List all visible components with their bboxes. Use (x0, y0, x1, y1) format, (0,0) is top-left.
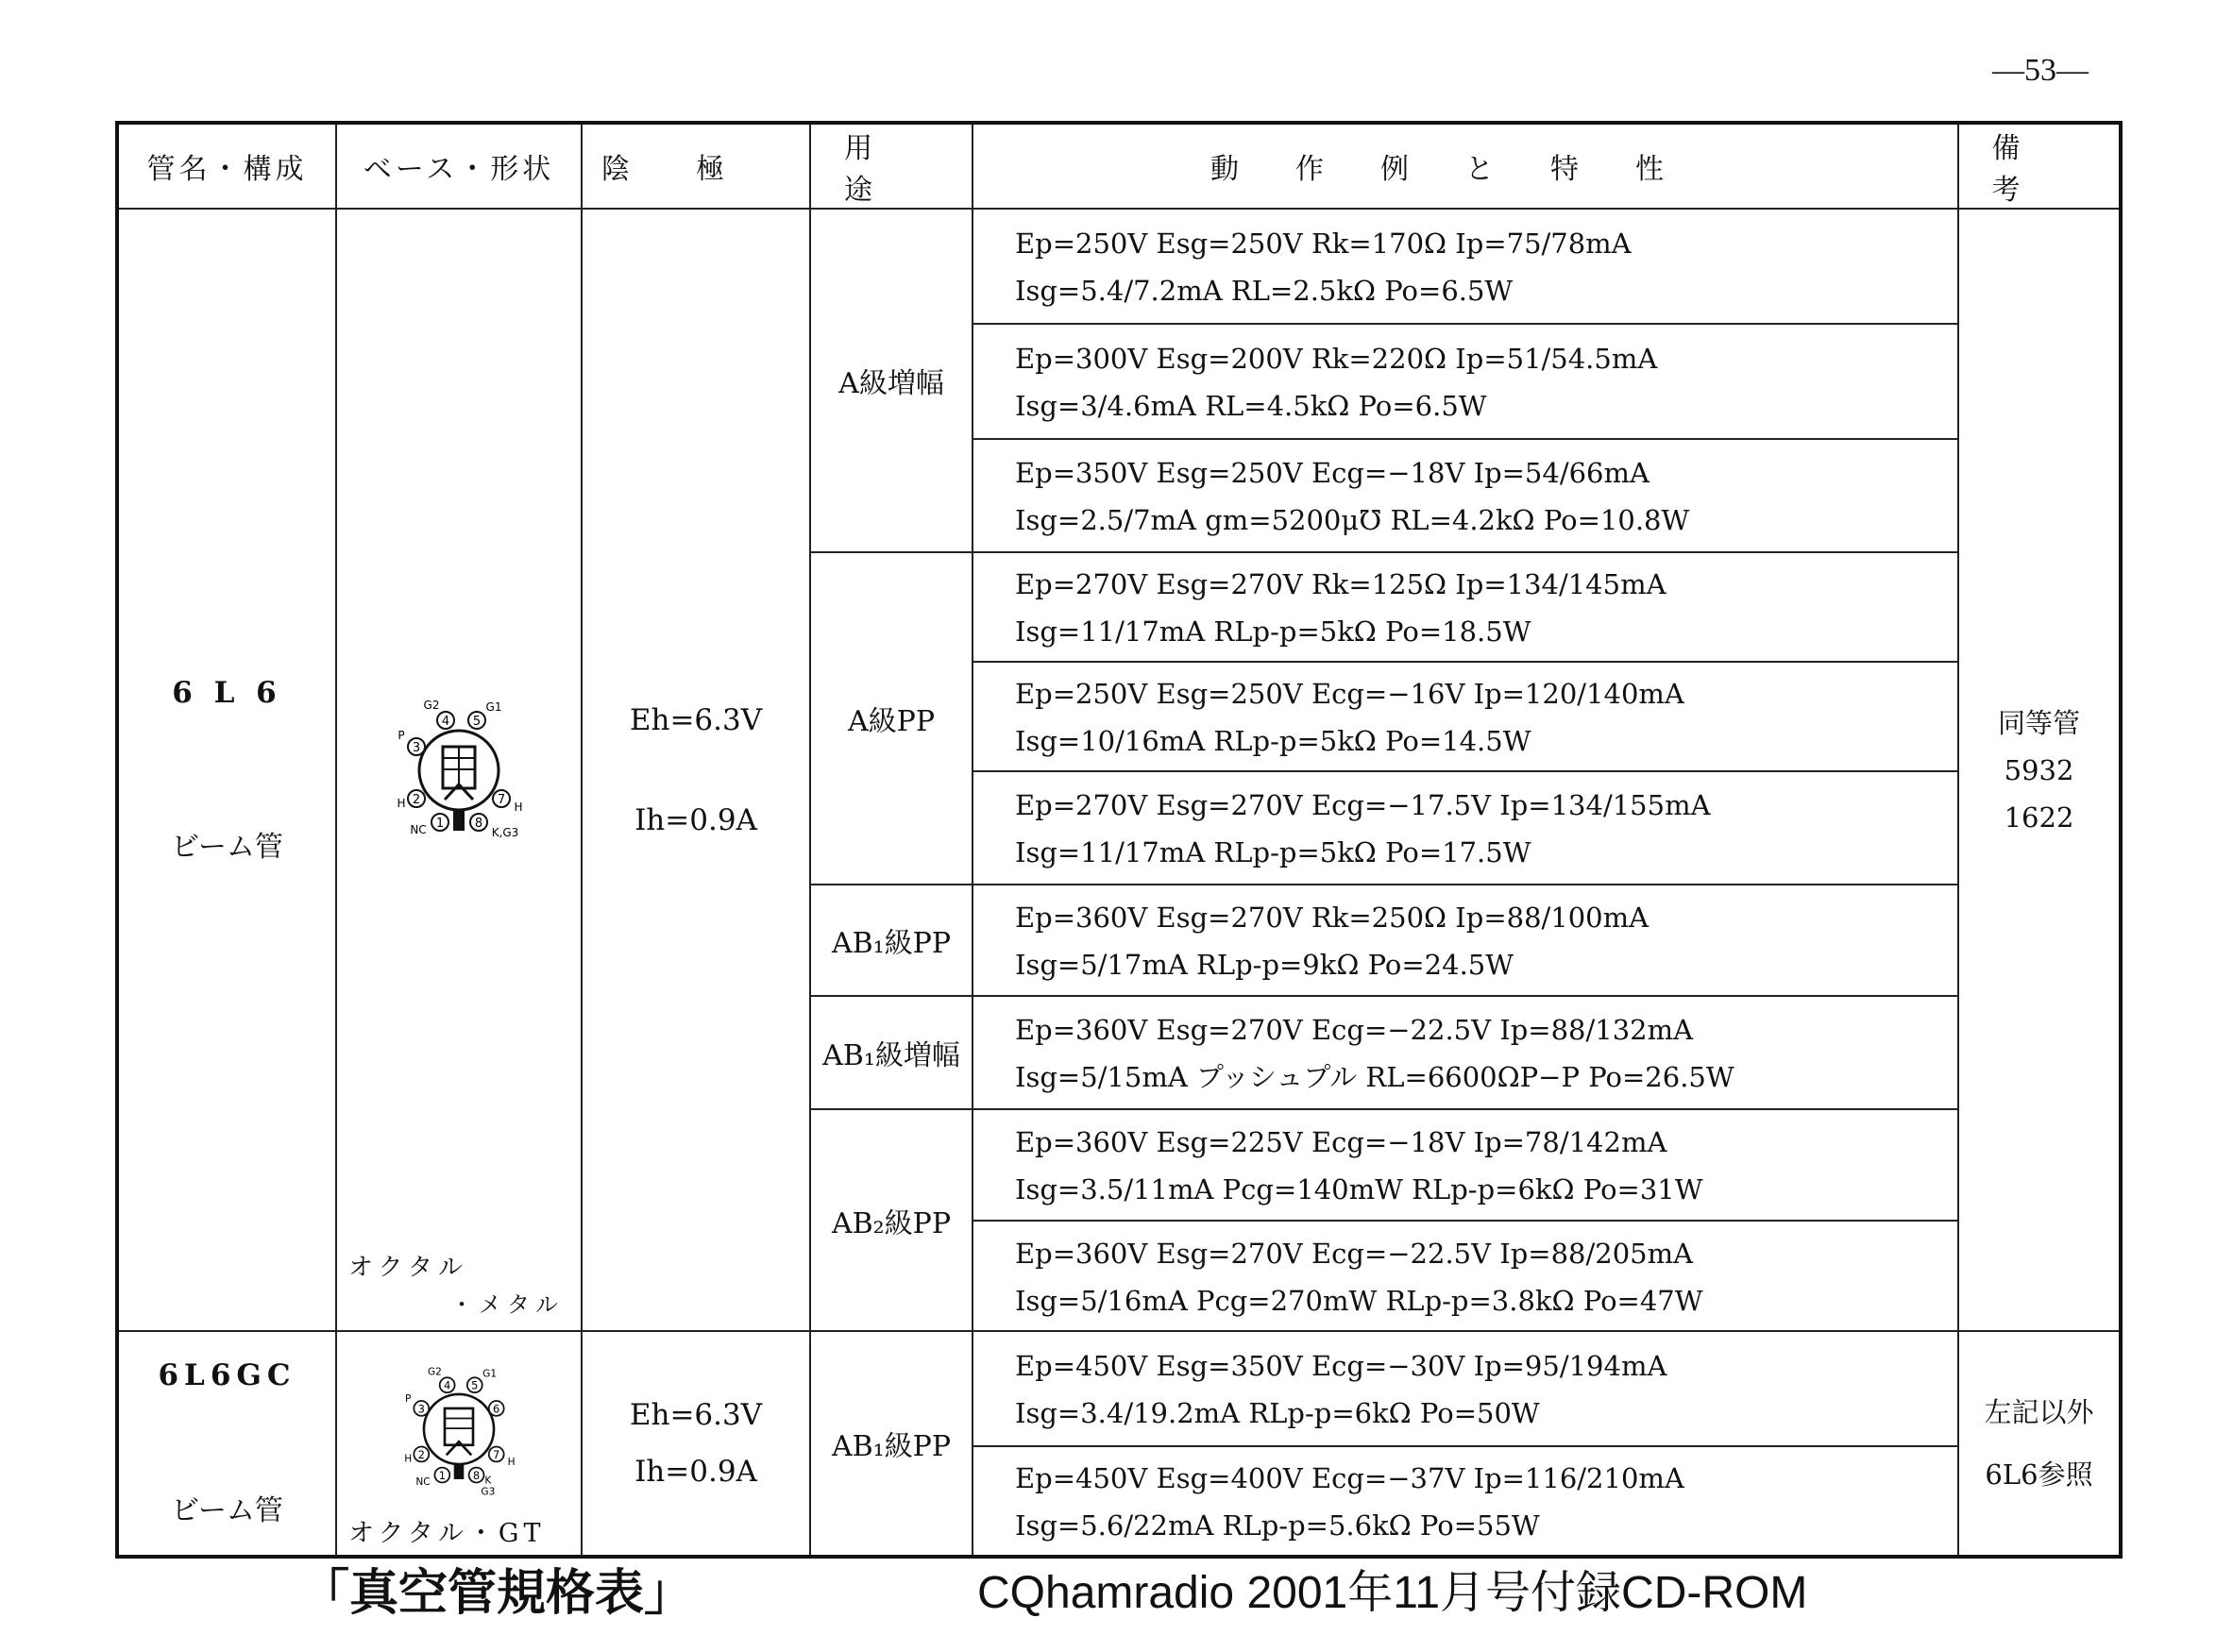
pin-2: 2 (417, 1447, 425, 1461)
example-cell (973, 439, 1958, 552)
example-line: Isg=3.4/19.2mA RLp-p=6kΩ Po=50W (1015, 1397, 1540, 1429)
pin-label-h-left: H (397, 796, 406, 810)
example-line: Ep=270V Esg=270V Ecg=−17.5V Ip=134/155mA (1015, 789, 1711, 821)
pin-4: 4 (441, 714, 450, 729)
example-line: Ep=360V Esg=225V Ecg=−18V Ip=78/142mA (1015, 1126, 1667, 1158)
example-line: Ep=360V Esg=270V Ecg=−22.5V Ip=88/205mA (1015, 1237, 1694, 1270)
example-line: Ep=360V Esg=270V Rk=250Ω Ip=88/100mA (1015, 902, 1649, 934)
example-cell (973, 771, 1958, 885)
example-line: Ep=250V Esg=250V Ecg=−16V Ip=120/140mA (1015, 678, 1684, 710)
pin-label-p: P (398, 728, 405, 742)
base-type-label: オクタル・GT (348, 1519, 546, 1548)
pin-label-p: P (404, 1392, 412, 1405)
note-line: 1622 (2004, 801, 2074, 834)
octal-socket-diagram (379, 690, 539, 851)
pin-5: 5 (472, 714, 482, 729)
base-cell-6l6 (336, 209, 582, 1331)
note-line: 5932 (2004, 753, 2074, 786)
pin-1: 1 (438, 1468, 447, 1482)
tube-kind: ビーム管 (171, 830, 283, 864)
pin-label-h-right: H (507, 1456, 516, 1468)
pin-label-k-g3: K,G3 (491, 825, 519, 839)
note-line: 同等管 (1997, 706, 2080, 739)
cathode-cell-6l6gc (582, 1331, 810, 1557)
table-row (117, 1331, 2121, 1446)
pin-label-g1: G1 (485, 700, 502, 714)
pin-label-k: K (484, 1475, 492, 1487)
header-notes: 備考 (1958, 123, 2121, 209)
tube-kind: ビーム管 (171, 1494, 283, 1527)
use-label: AB₁級PP (810, 885, 973, 996)
example-line: Ep=270V Esg=270V Rk=125Ω Ip=134/145mA (1015, 568, 1666, 600)
example-cell (973, 885, 1958, 996)
example-line: Isg=11/17mA RLp-p=5kΩ Po=17.5W (1015, 836, 1531, 868)
pin-2: 2 (412, 792, 421, 807)
tube-name: 6 L 6 (172, 675, 282, 710)
pin-7: 7 (493, 1447, 500, 1461)
header-base: ベース・形状 (336, 123, 582, 209)
example-line: Isg=5/16mA Pcg=270mW RLp-p=3.8kΩ Po=47W (1015, 1284, 1703, 1317)
pin-label-nc: NC (410, 822, 427, 836)
example-line: Isg=10/16mA RLp-p=5kΩ Po=14.5W (1015, 725, 1531, 757)
octal-socket-diagram (388, 1358, 530, 1500)
notes-cell-6l6gc (1958, 1331, 2121, 1557)
footer-source: CQhamradio 2001年11月号付録CD-ROM (977, 1568, 1808, 1618)
base-type-label: オクタル (348, 1254, 468, 1282)
table-row (117, 209, 2121, 324)
pin-label-g3: G3 (481, 1486, 496, 1498)
use-label: AB₁級PP (810, 1331, 973, 1557)
example-line: Isg=3/4.6mA RL=4.5kΩ Po=6.5W (1015, 390, 1487, 422)
pin-1: 1 (435, 816, 445, 831)
pin-3: 3 (412, 740, 421, 755)
example-cell (973, 1221, 1958, 1331)
example-line: Isg=5/15mA プッシュプル RL=6600ΩP−P Po=26.5W (1015, 1061, 1734, 1093)
tube-spec-table (115, 121, 2123, 1559)
example-cell (973, 209, 1958, 324)
example-line: Ep=350V Esg=250V Ecg=−18V Ip=54/66mA (1015, 457, 1649, 489)
example-line: Ep=450V Esg=350V Ecg=−30V Ip=95/194mA (1015, 1350, 1667, 1382)
cathode-eh: Eh=6.3V (629, 702, 763, 737)
example-line: Ep=250V Esg=250V Rk=170Ω Ip=75/78mA (1015, 228, 1632, 260)
example-cell (973, 324, 1958, 439)
pin-7: 7 (497, 792, 506, 807)
base-shape-label: ・メタル (450, 1291, 564, 1318)
pin-8: 8 (474, 816, 483, 831)
tube-cell-6l6gc (117, 1331, 336, 1557)
example-line: Isg=2.5/7mA gm=5200μ℧ RL=4.2kΩ Po=10.8W (1015, 504, 1690, 536)
pin-6: 6 (493, 1402, 500, 1416)
base-cell-6l6gc (336, 1331, 582, 1557)
footer-title: 「真空管規格表」 (300, 1565, 694, 1622)
cathode-cell-6l6 (582, 209, 810, 1331)
header-row (117, 123, 2121, 209)
example-cell (973, 552, 1958, 662)
use-label: AB₁級増幅 (810, 996, 973, 1109)
tube-name: 6L6GC (158, 1358, 296, 1392)
pin-label-h-left: H (404, 1453, 413, 1465)
cathode-ih: Ih=0.9A (634, 802, 757, 837)
tube-cell-6l6 (117, 209, 336, 1331)
pin-5: 5 (471, 1378, 479, 1392)
example-cell (973, 1331, 1958, 1446)
pin-label-nc: NC (415, 1476, 431, 1489)
header-cathode: 陰極 (582, 123, 810, 209)
pin-label-g2: G2 (423, 698, 440, 712)
example-line: Ep=300V Esg=200V Rk=220Ω Ip=51/54.5mA (1015, 343, 1658, 375)
pin-8: 8 (472, 1468, 481, 1482)
pin-4: 4 (443, 1378, 451, 1392)
example-line: Isg=3.5/11mA Pcg=140mW RLp-p=6kΩ Po=31W (1015, 1173, 1703, 1205)
use-label: A級増幅 (810, 209, 973, 552)
example-line: Isg=11/17mA RLp-p=5kΩ Po=18.5W (1015, 615, 1531, 648)
example-line: Ep=360V Esg=270V Ecg=−22.5V Ip=88/132mA (1015, 1014, 1694, 1046)
note-line: 6L6参照 (1985, 1458, 2093, 1491)
example-cell (973, 1109, 1958, 1221)
use-label: A級PP (810, 552, 973, 885)
pin-label-g1: G1 (482, 1368, 498, 1380)
pin-label-g2: G2 (427, 1366, 442, 1378)
header-use: 用途 (810, 123, 973, 209)
example-cell (973, 1446, 1958, 1557)
pin-label-h-right: H (514, 800, 523, 814)
page-number: ―53― (1992, 53, 2089, 88)
example-line: Ep=450V Esg=400V Ecg=−37V Ip=116/210mA (1015, 1462, 1684, 1494)
pin-3: 3 (417, 1402, 425, 1416)
example-line: Isg=5/17mA RLp-p=9kΩ Po=24.5W (1015, 949, 1514, 981)
example-line: Isg=5.6/22mA RLp-p=5.6kΩ Po=55W (1015, 1509, 1540, 1542)
example-cell (973, 662, 1958, 771)
example-line: Isg=5.4/7.2mA RL=2.5kΩ Po=6.5W (1015, 275, 1514, 307)
cathode-ih: Ih=0.9A (634, 1455, 757, 1489)
notes-cell-6l6 (1958, 209, 2121, 1331)
header-tube: 管名・構成 (117, 123, 336, 209)
use-label: AB₂級PP (810, 1109, 973, 1331)
cathode-eh: Eh=6.3V (629, 1398, 763, 1432)
note-line: 左記以外 (1984, 1396, 2094, 1428)
example-cell (973, 996, 1958, 1109)
header-examples: 動作例と特性 (973, 123, 1958, 209)
